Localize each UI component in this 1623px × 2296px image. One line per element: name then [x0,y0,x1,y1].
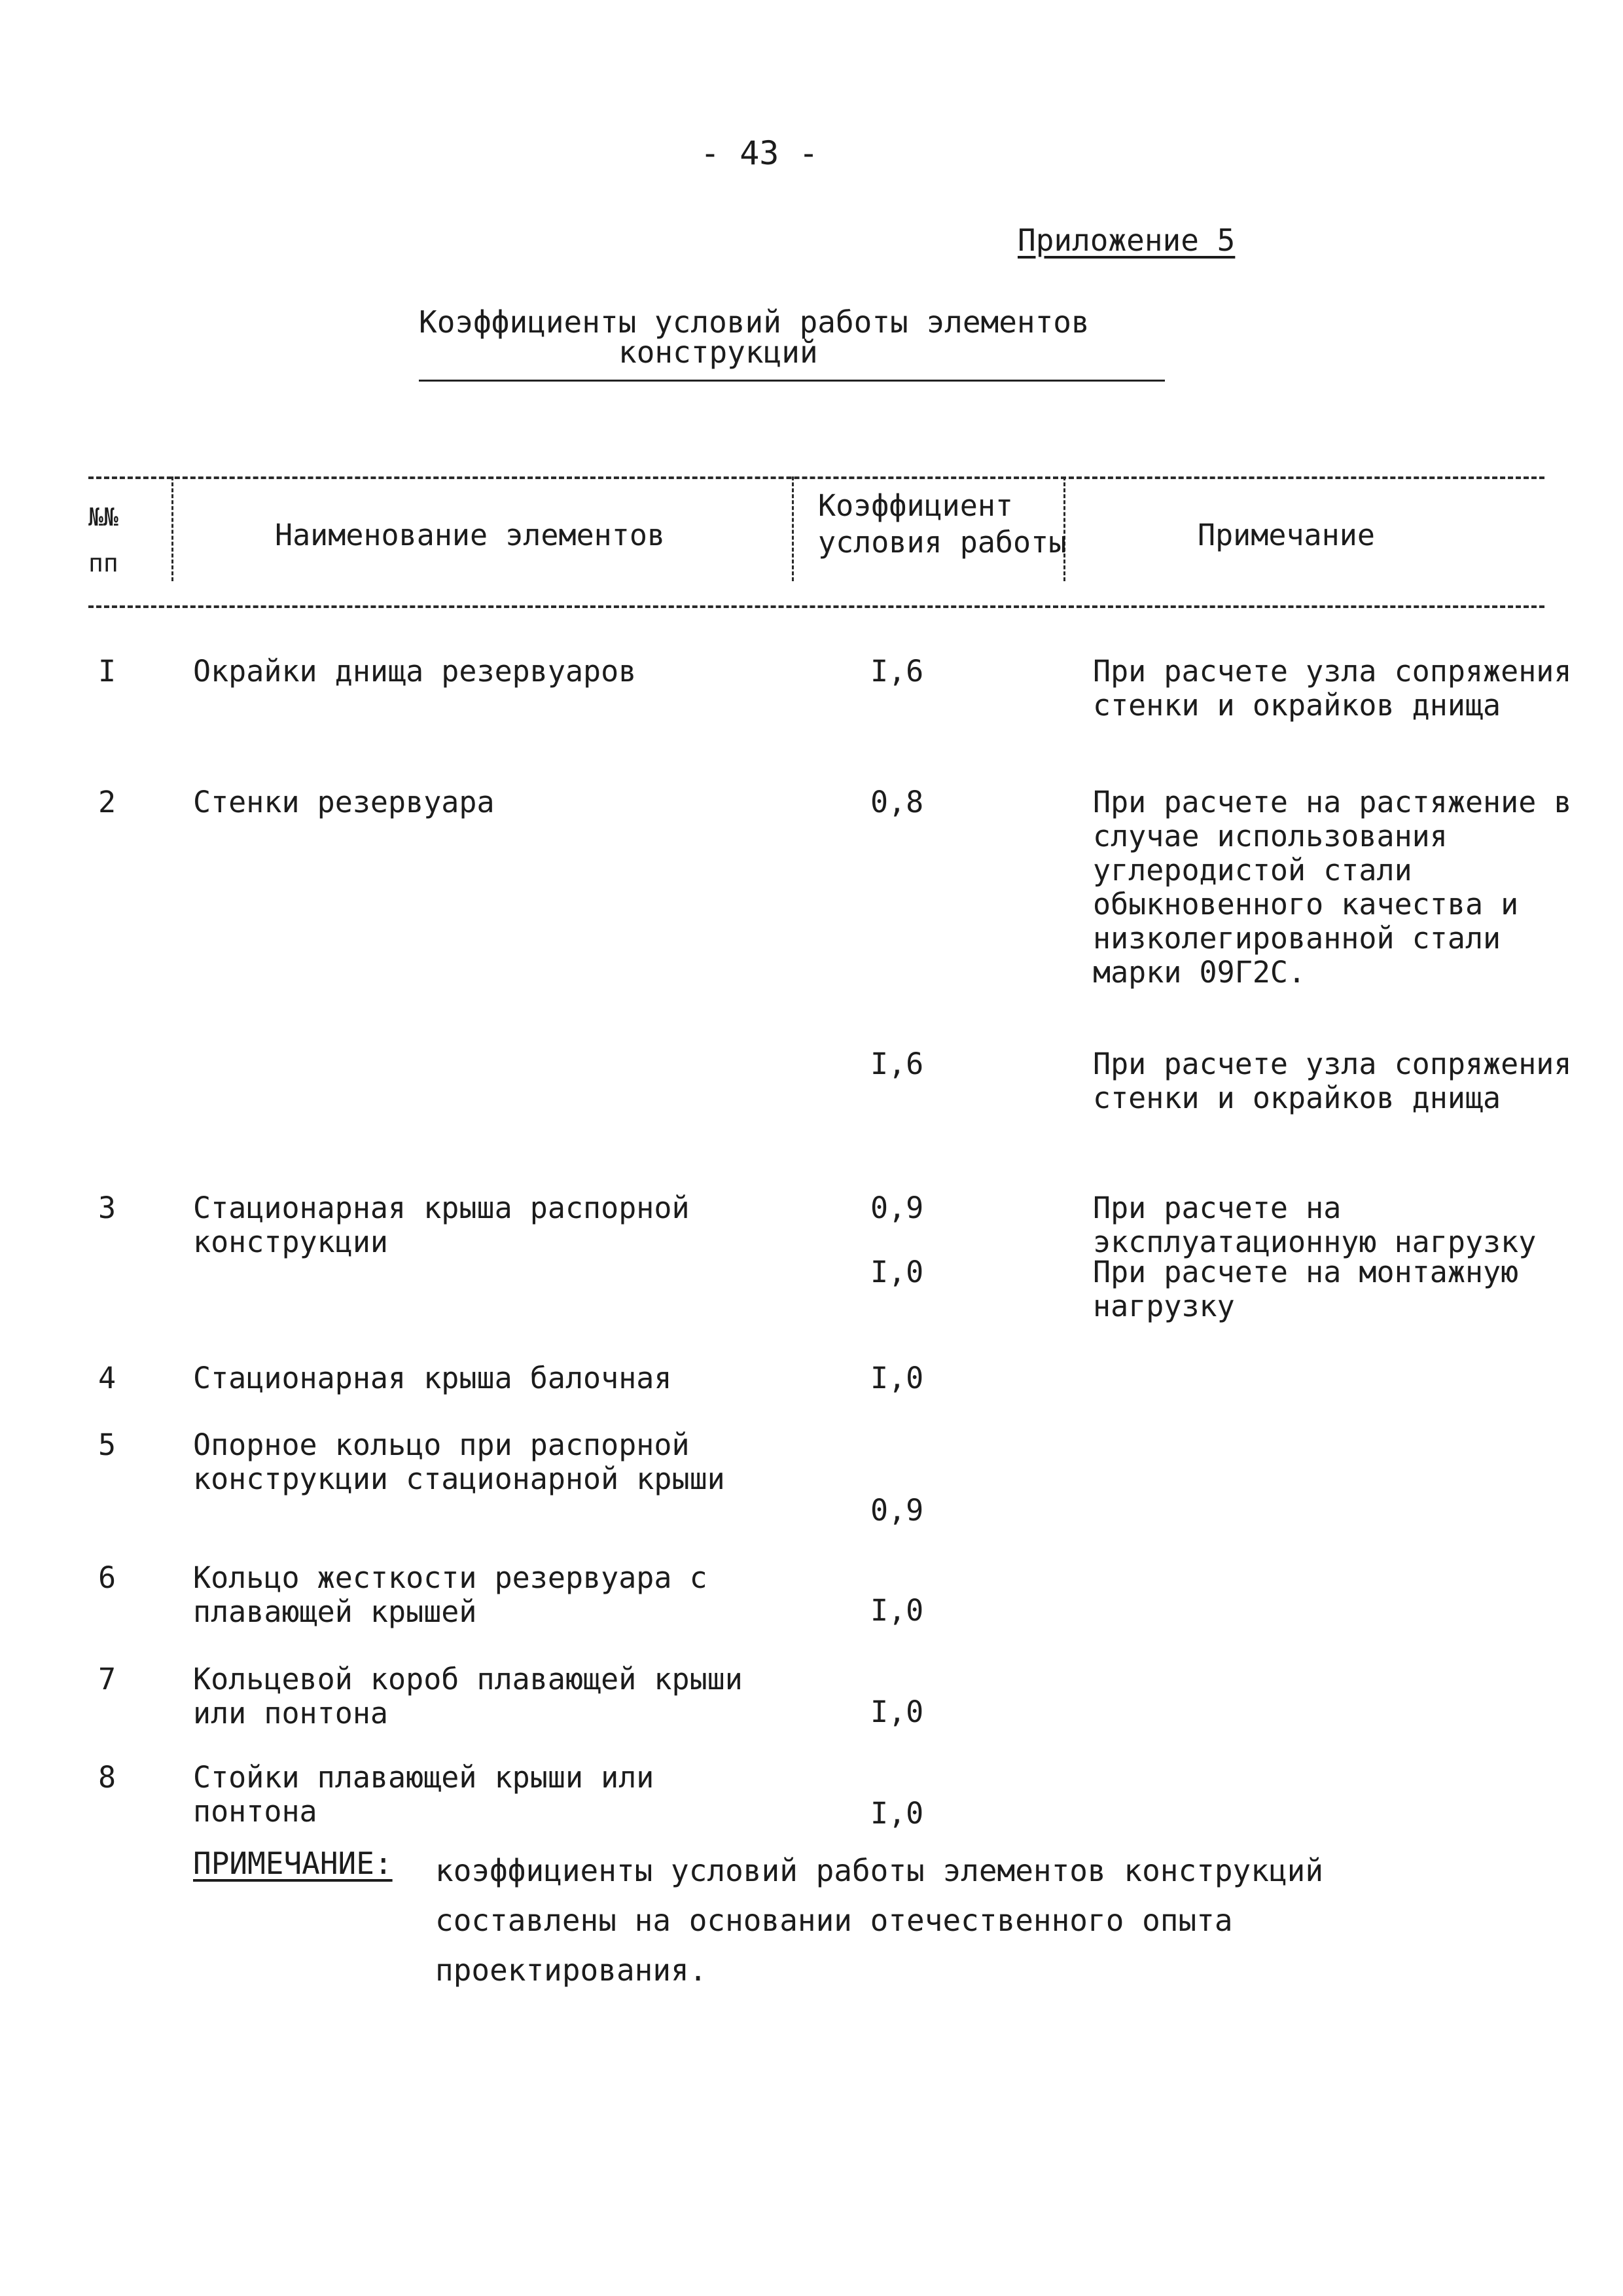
row-number: 2 [98,785,116,819]
column-divider-2 [792,476,794,581]
row-name: Кольцо жесткости резервуара с плавающей крышей [193,1560,707,1629]
row-coefficient: I,0 [870,1593,924,1628]
row-coefficient: I,0 [870,1796,924,1831]
row-coefficient: 0,9 [870,1493,924,1528]
row-coefficient: 0,8 [870,785,924,819]
row-note: При расчете узла сопряжения стенки и окрайков днища [1093,1047,1572,1115]
row-coefficient: I,0 [870,1361,924,1395]
row-number: 8 [98,1760,116,1795]
appendix-label: Приложение 5 [1018,223,1236,258]
row-note: При расчете на монтажную нагрузку [1093,1255,1519,1323]
header-coefficient: Коэффициент условия работы [818,488,1067,560]
row-coefficient: I,6 [870,654,924,689]
row-coefficient: I,6 [870,1047,924,1081]
row-note: При расчете узла сопряжения стенки и окрайков днища [1093,654,1572,723]
row-name: Стенки резервуара [193,785,495,819]
row-number: 5 [98,1427,116,1462]
footnote-text: коэффициенты условий работы элементов конструкций составлены на основании отечественного опыта проектирования. [435,1853,1324,1988]
row-name: Опорное кольцо при распорной конструкции стационарной крыши [193,1427,725,1496]
row-name: Стойки плавающей крыши или понтона [193,1760,654,1829]
row-number: 4 [98,1361,116,1395]
row-number: 3 [98,1191,116,1225]
header-number: №№ пп [88,503,118,577]
row-note: При расчете на растяжение в случае использования углеродистой стали обыкновенного качества и низколегированной стали марки 09Г2С. [1093,785,1572,990]
row-number: 6 [98,1560,116,1595]
table-top-rule [88,476,1544,479]
row-coefficient: 0,9 [870,1191,924,1225]
row-coefficient: I,0 [870,1695,924,1729]
row-note: При расчете на эксплуатационную нагрузку [1093,1191,1537,1259]
table-title-line-2: конструкций [618,334,818,370]
title-underline [419,380,1165,382]
row-coefficient: I,0 [870,1255,924,1289]
row-name: Стационарная крыша балочная [193,1361,672,1395]
row-name: Окрайки днища резервуаров [193,654,637,689]
row-name: Кольцевой короб плавающей крыши или понтона [193,1662,743,1731]
table-title-line-1: Коэффициенты условий работы элементов [419,304,1090,340]
row-number: I [98,654,116,689]
column-divider-1 [171,476,173,581]
header-name: Наименование элементов [275,518,666,552]
row-name: Стационарная крыша распорной конструкции [193,1191,690,1259]
header-note: Примечание [1198,518,1375,552]
footnote-label: ПРИМЕЧАНИЕ: [193,1846,393,1881]
page-number: - 43 - [700,134,819,172]
row-number: 7 [98,1662,116,1696]
table-header-bottom-rule [88,605,1544,608]
